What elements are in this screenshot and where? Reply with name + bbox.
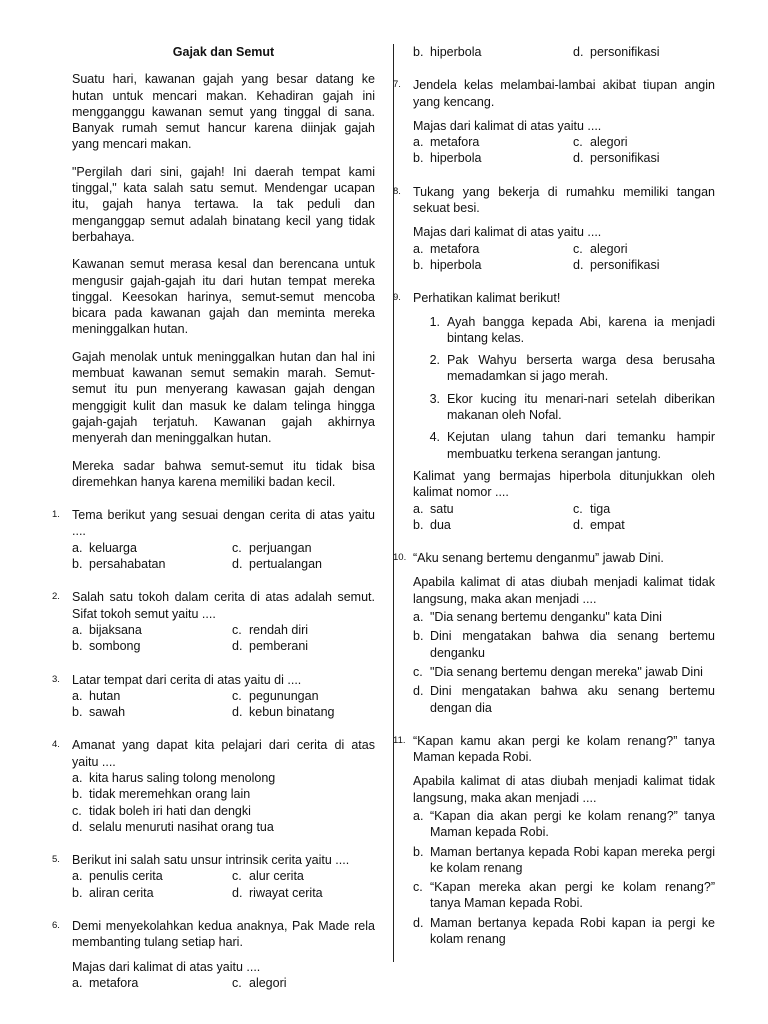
numbered-sentence-list — [421, 314, 715, 462]
story-paragraph: Mereka sadar bahwa semut-semut itu tidak bisa diremehkan hanya karena memiliki badan kecil. — [72, 458, 375, 489]
answer-options — [72, 622, 375, 655]
list-item: 2. Pak Wahyu berserta warga desa berusaha memadamkan si jago merah. — [429, 353, 715, 384]
answer-option[interactable]: c. alegori — [232, 975, 287, 990]
list-item: 1. Ayah bangga kepada Abi, karena ia menjadi bintang kelas. — [429, 314, 715, 345]
question-stem: Tukang yang bekerja di rumahku memiliki tangan sekuat besi. — [413, 184, 715, 216]
answer-option[interactable]: b. dua — [413, 517, 451, 532]
story-title: Gajak dan Semut — [172, 45, 275, 59]
question-stem: Salah satu tokoh dalam cerita di atas adalah semut. Sifat tokoh semut yaitu .... — [72, 590, 375, 621]
question-5 — [52, 852, 375, 901]
left-column — [52, 44, 375, 991]
question-1 — [52, 507, 375, 572]
answer-option[interactable]: b. hiperbola — [413, 257, 482, 272]
answer-option[interactable]: a. metafora — [72, 975, 139, 990]
answer-option[interactable]: a. keluarga — [72, 540, 137, 555]
question-stem: Berikut ini salah satu unsur intrinsik cerita yaitu .... — [72, 853, 350, 868]
answer-option[interactable]: b. hiperbola — [413, 151, 482, 166]
answer-options — [413, 44, 715, 60]
answer-option[interactable]: a. metafora — [413, 241, 480, 256]
answer-option[interactable]: b. tidak meremehkan orang lain — [72, 787, 251, 802]
answer-option[interactable]: c. tiga — [573, 501, 611, 516]
answer-options — [413, 134, 715, 167]
question-stem: “Aku senang bertemu denganmu” jawab Dini. — [413, 551, 664, 566]
question-6 — [52, 918, 375, 991]
question-number: 1. — [52, 509, 60, 521]
answer-option[interactable]: c. "Dia senang bertemu dengan mereka" jawab Dini — [413, 664, 703, 679]
answer-option[interactable]: b. persahabatan — [72, 557, 166, 572]
question-11 — [393, 733, 715, 948]
answer-option[interactable]: c. tidak boleh iri hati dan dengki — [72, 803, 251, 818]
answer-option[interactable]: a. penulis cerita — [72, 869, 163, 884]
answer-options — [413, 609, 715, 716]
question-stem: “Kapan kamu akan pergi ke kolam renang?” tanya Maman kepada Robi. — [413, 733, 715, 765]
answer-option[interactable]: d. selalu menuruti nasihat orang tua — [72, 819, 274, 834]
question-9 — [393, 290, 715, 533]
answer-option[interactable]: a. "Dia senang bertemu denganku" kata Dini — [413, 610, 662, 625]
question-prompt: Apabila kalimat di atas diubah menjadi kalimat tidak langsung, maka akan menjadi .... — [413, 575, 715, 606]
question-number: 11. — [393, 734, 406, 746]
answer-options — [72, 868, 375, 901]
answer-option[interactable]: a. metafora — [413, 135, 480, 150]
answer-options — [72, 770, 375, 835]
question-7 — [393, 77, 715, 166]
question-2 — [52, 589, 375, 654]
answer-option[interactable]: c. alegori — [573, 241, 628, 256]
answer-options — [72, 540, 375, 573]
answer-option[interactable]: a. “Kapan dia akan pergi ke kolam renang?” tanya Maman kepada Robi. — [413, 808, 715, 840]
answer-option[interactable]: c. alur cerita — [232, 869, 304, 884]
question-10 — [393, 550, 715, 716]
question-number: 4. — [52, 739, 60, 751]
question-number: 7. — [393, 79, 401, 91]
question-stem: Perhatikan kalimat berikut! — [413, 291, 561, 306]
answer-option[interactable]: d. empat — [573, 517, 625, 532]
answer-options — [72, 688, 375, 721]
question-number: 3. — [52, 673, 60, 685]
question-stem: Tema berikut yang sesuai dengan cerita di atas yaitu .... — [72, 508, 375, 539]
question-4 — [52, 737, 375, 835]
story-paragraph: "Pergilah dari sini, gajah! Ini daerah tempat kami tinggal," kata salah satu semut. Mendengar ucapan itu, gajah hanya tertawa. Ia tak peduli dan menganggap semut adalah binatang kecil yang tidak berbahaya. — [72, 164, 375, 244]
answer-options — [413, 241, 715, 274]
answer-option[interactable]: c. alegori — [573, 135, 628, 150]
answer-option[interactable]: d. pemberani — [232, 639, 309, 654]
question-number: 10. — [393, 552, 407, 564]
answer-option[interactable]: d. personifikasi — [573, 151, 660, 166]
answer-option[interactable]: b. aliran cerita — [72, 885, 154, 900]
question-prompt: Majas dari kalimat di atas yaitu .... — [413, 118, 602, 133]
answer-option[interactable]: a. kita harus saling tolong menolong — [72, 770, 276, 785]
answer-option[interactable]: a. hutan — [72, 688, 121, 703]
question-prompt: Apabila kalimat di atas diubah menjadi kalimat tidak langsung, maka akan menjadi .... — [413, 774, 715, 805]
answer-options — [413, 808, 715, 947]
question-stem: Amanat yang dapat kita pelajari dari cerita di atas yaitu .... — [72, 738, 375, 769]
answer-option[interactable]: b. hiperbola — [413, 45, 482, 59]
answer-options — [413, 501, 715, 534]
question-6-continued — [393, 44, 715, 60]
right-column — [393, 44, 715, 947]
answer-option[interactable]: c. perjuangan — [232, 540, 312, 555]
answer-option[interactable]: d. personifikasi — [573, 257, 660, 272]
question-prompt: Majas dari kalimat di atas yaitu .... — [72, 959, 261, 974]
answer-option[interactable]: c. rendah diri — [232, 622, 309, 637]
story-paragraph: Suatu hari, kawanan gajah yang besar datang ke hutan untuk mencari makan. Kehadiran gajah ini mengganggu kawanan semut yang tinggal di sana. Banyak rumah semut hancur karena diinjak gajah yang mencari makan. — [72, 72, 375, 152]
question-number: 9. — [393, 292, 401, 304]
story-paragraph: Gajah menolak untuk meninggalkan hutan dan hal ini membuat kawanan semut semakin marah. Semut-semut itu pun menyerang kawasan gajah dengan menggigit kulit dan masuk ke dalam telinga hingga gajah-gajah terjatuh. Kawanan gajah akhirnya menyerah dan meninggalkan hutan. — [72, 349, 375, 446]
answer-option[interactable]: b. sombong — [72, 639, 141, 654]
question-prompt: Majas dari kalimat di atas yaitu .... — [413, 225, 602, 240]
answer-options — [72, 975, 375, 991]
answer-option[interactable]: b. sawah — [72, 705, 126, 720]
question-stem: Latar tempat dari cerita di atas yaitu di .... — [72, 672, 302, 687]
answer-option[interactable]: d. Dini mengatakan bahwa aku senang bertemu dengan dia — [413, 684, 715, 715]
question-stem: Jendela kelas melambai-lambai akibat tiupan angin yang kencang. — [413, 78, 715, 109]
answer-option[interactable]: c. pegunungan — [232, 688, 319, 703]
list-item: 3. Ekor kucing itu menari-nari setelah diberikan makanan oleh Nofal. — [429, 391, 715, 423]
question-number: 2. — [52, 591, 60, 603]
story-paragraph: Kawanan semut merasa kesal dan berencana untuk mengusir gajah-gajah itu dari hutan tempat mereka tinggal. Keesokan harinya, semut-semut mencoba bicara pada kawanan gajah dan meminta mereka meninggalkan hutan. — [72, 257, 375, 337]
answer-option[interactable]: c. “Kapan mereka akan pergi ke kolam renang?” tanya Maman kepada Robi. — [413, 880, 715, 911]
answer-option[interactable]: d. pertualangan — [232, 557, 322, 572]
question-number: 8. — [393, 185, 401, 197]
answer-option[interactable]: a. bijaksana — [72, 622, 142, 637]
answer-option[interactable]: a. satu — [413, 501, 454, 516]
answer-option[interactable]: b. Dini mengatakan bahwa dia senang bertemu denganku — [413, 629, 715, 660]
answer-option[interactable]: d. Maman bertanya kepada Robi kapan ia pergi ke kolam renang — [413, 915, 715, 947]
question-8 — [393, 184, 715, 273]
question-3 — [52, 672, 375, 721]
question-prompt: Kalimat yang bermajas hiperbola ditunjukkan oleh kalimat nomor .... — [413, 468, 715, 500]
answer-option[interactable]: b. Maman bertanya kepada Robi kapan mereka pergi ke kolam renang — [413, 844, 715, 875]
question-number: 5. — [52, 854, 60, 866]
answer-option[interactable]: d. personifikasi — [573, 45, 660, 59]
question-number: 6. — [52, 920, 60, 932]
list-item: 4. Kejutan ulang tahun dari temanku hampir membuatku terkena serangan jantung. — [429, 430, 715, 461]
question-stem: Demi menyekolahkan kedua anaknya, Pak Made rela membanting tulang setiap hari. — [72, 919, 375, 950]
answer-option[interactable]: d. riwayat cerita — [232, 885, 323, 900]
answer-option[interactable]: d. kebun binatang — [232, 705, 335, 720]
